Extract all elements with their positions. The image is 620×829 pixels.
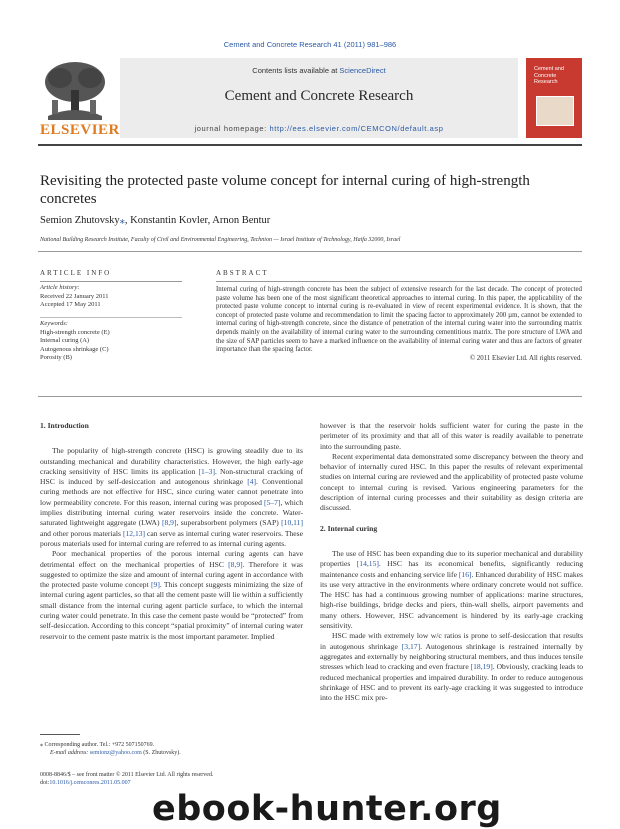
- paragraph: The use of HSC has been expanding due to its superior mechanical and durability properties [14,15]. HSC has its economical benefits, significantly reducing maintenance costs and enhancing service life [16]. Enhanced durability of HSC makes its use very attractive in the environments where ordinary concrete would not suffice. The HSC has had a continuous growing number of applications: marine structures, high-rise buildings, bridge decks and piers, thin-wall shells, airport pavements and many others. However, HSC advancement is hindered by its early-age cracking sensitivity.: [320, 548, 583, 631]
- citation-link[interactable]: [5–7]: [263, 497, 281, 507]
- sciencedirect-link[interactable]: ScienceDirect: [339, 66, 386, 75]
- masthead-rule: [38, 144, 582, 146]
- author-1: Semion Zhutovsky: [40, 215, 120, 226]
- footnote: [40, 741, 300, 757]
- cover-title: Cement and Concrete Research: [534, 66, 564, 85]
- footnote-rule: [40, 734, 80, 735]
- corresponding-author-mark[interactable]: ⁎: [119, 215, 125, 226]
- email-suffix: (S. Zhutovsky).: [141, 750, 181, 756]
- citation-link[interactable]: [16]: [458, 569, 472, 579]
- section-heading-introduction: 1. Introduction: [40, 421, 89, 430]
- page-footer: [40, 771, 300, 787]
- footnote-mark: ⁎: [40, 742, 43, 748]
- author-list: [40, 214, 270, 226]
- doi-label: doi:: [40, 780, 50, 786]
- journal-reference[interactable]: Cement and Concrete Research 41 (2011) 981–986: [223, 40, 397, 49]
- email-link[interactable]: semionz@yahoo.com: [89, 750, 142, 756]
- citation-link[interactable]: [12,13]: [122, 528, 146, 538]
- abstract-text: [216, 286, 582, 363]
- accepted-date: Accepted 17 May 2011: [40, 301, 101, 308]
- paragraph: HSC made with extremely low w/c ratios is prone to self-desiccation that results in autogenous shrinkage [3,17]. Autogenous shrinkage is restrained internally by aggregates and externally by neighboring structural members, and thus induces tensile stresses which lead to cracking and even fracture [18,19]. Obviously, cracking leads to reduced mechanical properties and impaired durability. In order to reduce autogenous shrinkage of HSC and to prevent its early-age cracking it was suggested to introduce into the HSC mix pre-: [320, 631, 583, 703]
- received-date: Received 22 January 2011: [40, 292, 109, 300]
- keyword: High-strength concrete (E): [40, 328, 110, 336]
- divider: [38, 251, 582, 252]
- homepage-prefix: journal homepage:: [194, 124, 270, 133]
- journal-title: Cement and Concrete Research: [224, 88, 414, 104]
- copyright-notice: © 2011 Elsevier Ltd. All rights reserved.: [469, 354, 582, 362]
- abstract-body: Internal curing of high-strength concrete has been the subject of extensive research for the last decade. The concept of protected paste volume has been one of the most significant theoretical approaches to internal curing. In this paper, the applicability of the protected paste volume concept to internal curing is re-evaluated in view of recent experimental evidence. It is shown, that the concept of protected paste volume and recommendation to limit the spacing factor to approximately 200 µm, cannot be extended to internal curing of high-strength concrete, since the distance of penetration of the internal curing water into the surrounding matrix depends mainly on the availability of internal curing water to the surrounding cementitious matrix. The pore structure of LWA and the size of SAP particles seem to have a marked influence on the availability of internal curing water and thus are factors of greater importance than the spacing factor.: [216, 286, 582, 354]
- cover-image: [536, 96, 574, 126]
- paragraph: Poor mechanical properties of the porous internal curing agents can have detrimental effect on the mechanical properties of HSC [8,9]. Therefore it was suggested to optimize the size and amount of internal curing agent in accordance with the protected paste volume concept [9]. This concept suggests minimizing the size of internal curing agent particles, so that all the cement paste will lie within a sufficiently small distance from the internal curing agent particle surface, to which the internal curing water could penetrate. In this case the cement paste would be “protected” from self-desiccation. According to this concept “spatial proximity” of internal curing water reservoir to the cement paste matrix is the most important parameter. Implied: [40, 549, 303, 641]
- citation-link[interactable]: [10,11]: [281, 518, 304, 528]
- journal-homepage: [120, 124, 518, 133]
- paragraph: The popularity of high-strength concrete (HSC) is growing steadily due to its outstanding mechanical and durability characteristics. However, the high early-age cracking sensitivity of HSC limits its application [1–3]. Non-structural cracking of HSC is induced by self-desiccation and autogenous shrinkage [4]. Conventional curing methods are not effective for HSC, since curing water cannot penetrate into low permeability concrete. For this reason, internal curing was proposed [5–7], which implies distributing internal curing water reservoirs inside the concrete. Water-saturated lightweight aggregate (LWA) [8,9], superabsorbent polymers (SAP) [10,11] and other porous materials [12,13] can serve as internal curing water reservoirs. These porous materials used for internal curing are referred to as internal curing agents.: [40, 446, 304, 548]
- email-label: E-mail address:: [50, 750, 90, 756]
- divider: [216, 281, 582, 282]
- homepage-link[interactable]: http://ees.elsevier.com/CEMCON/default.asp: [269, 124, 444, 133]
- citation-link[interactable]: [8,9]: [161, 518, 177, 528]
- section-heading-internal-curing: 2. Internal curing: [320, 523, 378, 533]
- keyword: Internal curing (A): [40, 337, 90, 344]
- citation-link[interactable]: [3,17]: [401, 641, 421, 651]
- history-label: Article history:: [40, 284, 80, 291]
- paragraph: Recent experimental data demonstrated some discrepancy between the theory and behavior of internally cured HSC. In this paper the results of relevant experimental studies on internal curing are reviewed and the applicability of protected paste volume concept to internal curing is revised. Various engineering parameters for the description of internal curing processes and their suitability as design criteria are discussed.: [320, 451, 583, 513]
- body-right-column: [320, 421, 583, 703]
- keywords-label: Keywords:: [40, 320, 68, 327]
- citation-link[interactable]: [14,15]: [356, 559, 379, 569]
- body-left-column: [40, 421, 303, 642]
- keyword: Autogenous shrinkage (C): [40, 345, 109, 353]
- divider: [40, 281, 182, 282]
- other-authors: , Konstantin Kovler, Arnon Bentur: [124, 215, 271, 226]
- article-title: Revisiting the protected paste volume concept for internal curing of high-strength concretes: [40, 173, 530, 207]
- divider: [40, 317, 182, 318]
- article-info-heading: ARTICLE INFO: [40, 269, 112, 277]
- divider: [38, 396, 582, 397]
- issn-line: 0008-8846/$ – see front matter © 2011 Elsevier Ltd. All rights reserved.: [40, 772, 214, 778]
- paragraph: however is that the reservoir holds sufficient water for curing the paste in the perimeter of its proximity and that all of this water is readily available to penetrate into the surrounding paste.: [320, 421, 583, 451]
- corresponding-author-note: Corresponding author. Tel.: +972 507150769.: [44, 742, 155, 748]
- affiliation: National Building Research Institute, Faculty of Civil and Environmental Engineering, Technion — Israel Institute of Technology, Haifa 32000, Israel: [40, 237, 401, 243]
- watermark: ebook-hunter.org: [152, 789, 502, 829]
- citation-link[interactable]: [4]: [247, 477, 257, 487]
- citation-link[interactable]: [8,9]: [228, 559, 243, 569]
- abstract-heading: ABSTRACT: [216, 269, 269, 277]
- article-history: [40, 284, 182, 310]
- contents-prefix: Contents lists available at: [252, 66, 340, 75]
- publisher-name: ELSEVIER: [40, 122, 120, 138]
- citation-link[interactable]: [18,19]: [470, 662, 493, 672]
- keywords: [40, 320, 182, 363]
- contents-line: [120, 66, 518, 75]
- keyword: Porosity (B): [40, 354, 72, 361]
- citation-link[interactable]: [1–3]: [198, 466, 215, 476]
- citation-link[interactable]: [9]: [151, 580, 160, 590]
- doi-link[interactable]: 10.1016/j.cemconres.2011.05.007: [49, 780, 131, 786]
